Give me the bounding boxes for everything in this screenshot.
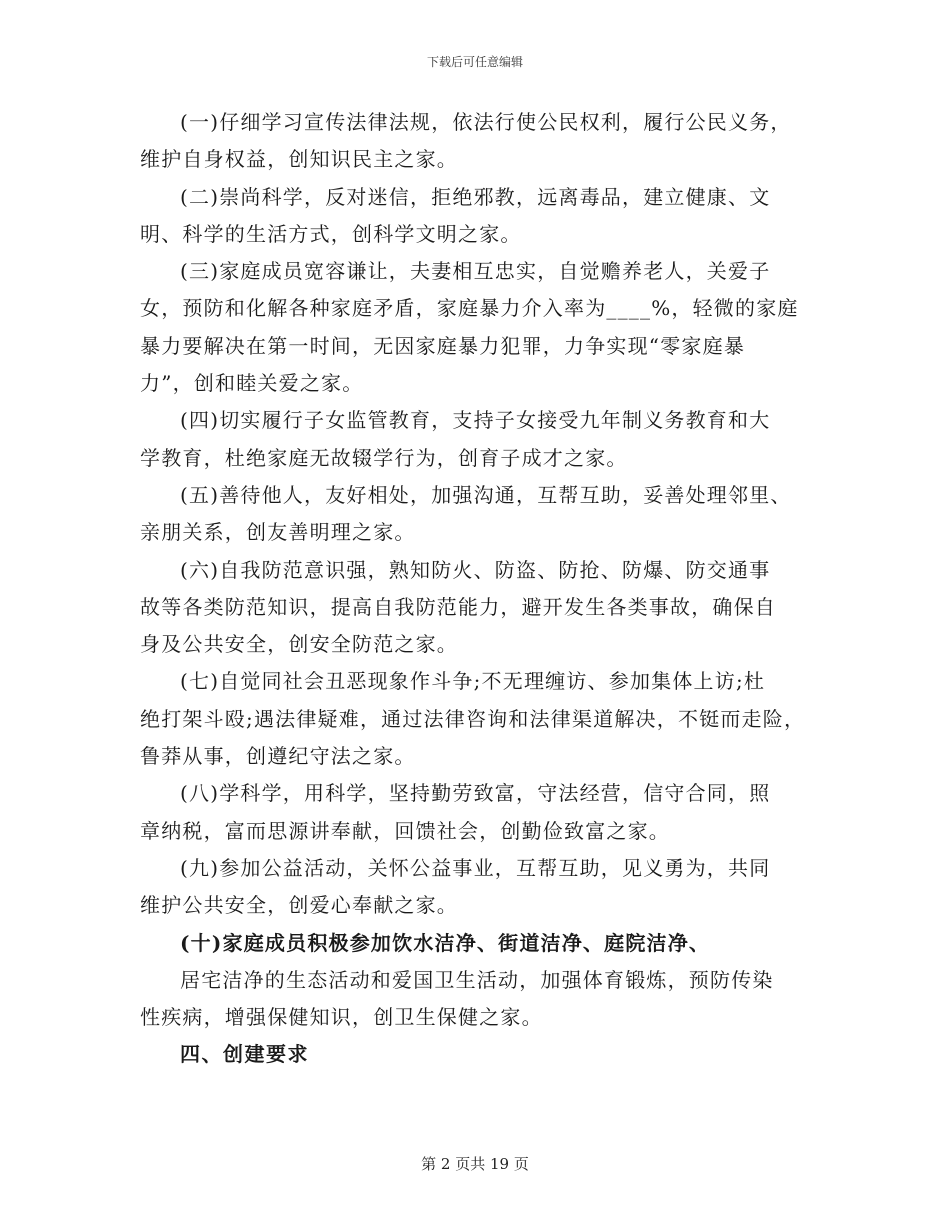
page-number: 第 2 页共 19 页	[421, 1155, 529, 1173]
paragraph-line: 力”，创和睦关爱之家。	[140, 371, 364, 396]
paragraph-line: (七)自觉同社会丑恶现象作斗争;不无理缠访、参加集体上访;杜	[180, 669, 766, 694]
paragraph-line: 女，预防和化解各种家庭矛盾，家庭暴力介入率为____%，轻微的家庭	[140, 296, 799, 321]
paragraph-line: 维护自身权益，创知识民主之家。	[140, 147, 458, 172]
paragraph-4	[140, 402, 820, 477]
paragraph-line: 性疾病，增强保健知识，创卫生保健之家。	[140, 1005, 543, 1030]
paragraph-1	[140, 104, 820, 179]
paragraph-line: (五)善待他人，友好相处，加强沟通，互帮互助，妥善处理邻里、	[180, 482, 792, 507]
paragraph-7	[140, 663, 820, 775]
paragraph-5	[140, 477, 820, 552]
paragraph-2	[140, 179, 820, 254]
paragraph-3	[140, 253, 820, 402]
paragraph-line: (八)学科学，用科学，坚持勤劳致富，守法经营，信守合同，照	[180, 781, 771, 806]
paragraph-8	[140, 775, 820, 850]
paragraph-line: 身及公共安全，创安全防范之家。	[140, 632, 458, 657]
paragraph-9	[140, 850, 820, 925]
paragraph-line: (二)崇尚科学，反对迷信，拒绝邪教，远离毒品，建立健康、文	[180, 184, 771, 209]
paragraph-line: 明、科学的生活方式，创科学文明之家。	[140, 221, 522, 246]
paragraph-line: 绝打架斗殴;遇法律疑难，通过法律咨询和法律渠道解决，不铤而走险，	[140, 706, 806, 731]
paragraph-line: 章纳税，富而思源讲奉献，回馈社会，创勤俭致富之家。	[140, 818, 670, 843]
paragraph-6	[140, 552, 820, 664]
paragraph-line: (九)参加公益活动，关怀公益事业，互帮互助，见义勇为，共同	[180, 855, 771, 880]
paragraph-line: 亲朋关系，创友善明理之家。	[140, 520, 416, 545]
paragraph-10	[140, 962, 820, 1037]
document-body	[140, 104, 820, 1074]
paragraph-line: (一)仔细学习宣传法律法规，依法行使公民权利，履行公民义务，	[180, 110, 792, 134]
paragraph-line: (三)家庭成员宽容谦让，夫妻相互忠实，自觉赡养老人，关爱子	[180, 259, 771, 284]
page-header-note: 下载后可任意编辑	[426, 55, 523, 69]
paragraph-line: (四)切实履行子女监管教育，支持子女接受九年制义务教育和大	[180, 408, 771, 433]
section-title: 四、创建要求	[180, 1042, 309, 1067]
paragraph-line: 故等各类防范知识，提高自我防范能力，避开发生各类事故，确保自	[140, 594, 776, 619]
paragraph-line: 居宅洁净的生态活动和爱国卫生活动，加强体育锻炼，预防传染	[180, 967, 774, 992]
paragraph-line: 学教育，杜绝家庭无故辍学行为，创育子成才之家。	[140, 445, 628, 470]
paragraph-line: 鲁莽从事，创遵纪守法之家。	[140, 744, 416, 769]
paragraph-line: 暴力要解决在第一时间，无因家庭暴力犯罪，力争实现“零家庭暴	[140, 333, 746, 358]
paragraph-10-heading: (十)家庭成员积极参加饮水洁净、街道洁净、庭院洁净、	[180, 930, 711, 955]
paragraph-line: 维护公共安全，创爱心奉献之家。	[140, 893, 458, 918]
paragraph-line: (六)自我防范意识强，熟知防火、防盗、防抢、防爆、防交通事	[180, 557, 771, 582]
